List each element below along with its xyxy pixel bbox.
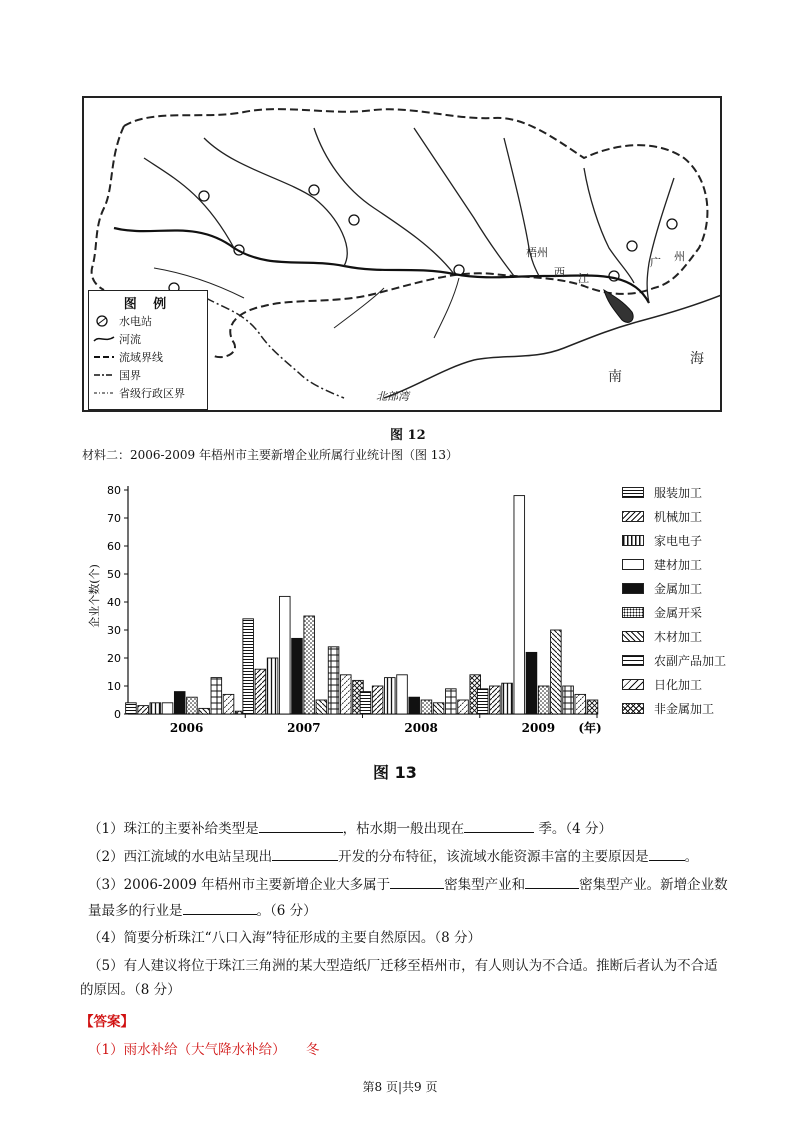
q3-text-b: 密集型产业和 [444, 877, 526, 893]
y-tick-label: 60 [107, 540, 121, 553]
answer-line-1: （1）雨水补给（大气降水补给） 冬 [88, 1042, 320, 1058]
bar-2009-农副产品加工 [563, 686, 574, 714]
bar-2008-金属开采 [421, 700, 432, 714]
legend-swatch [622, 535, 644, 546]
q2-blank-1[interactable] [272, 846, 338, 861]
label-jiang: 江 [578, 272, 589, 285]
tributary [414, 128, 514, 276]
chart-legend-item [622, 652, 726, 668]
label-south: 南 [608, 369, 622, 385]
label-sea: 海 [690, 351, 704, 367]
legend-label: 金属开采 [654, 605, 703, 620]
national-border [206, 298, 344, 398]
label-beibu-gulf: 北部湾 [376, 390, 409, 403]
bar-2008-农副产品加工 [446, 689, 457, 714]
y-tick-label: 50 [107, 568, 121, 581]
bar-2006-服装加工 [126, 703, 137, 714]
national-border-icon [93, 369, 115, 381]
map-legend [88, 290, 208, 410]
legend-label: 日化加工 [654, 677, 703, 692]
y-tick-label: 40 [107, 596, 121, 609]
pearl-river-delta [604, 290, 633, 322]
bar-2008-建材加工 [397, 675, 408, 714]
q3-blank-1[interactable] [390, 874, 444, 889]
question-1 [88, 818, 612, 839]
question-2 [88, 846, 698, 867]
bar-2009-木材加工 [551, 630, 562, 714]
question-5-line-1: （5）有人建议将位于珠江三角洲的某大型造纸厂迁移至梧州市，有人则认为不合适。推断后者认为不合适 [88, 958, 718, 974]
tributary [434, 278, 459, 338]
tributary [334, 288, 384, 328]
question-3-line-2 [88, 900, 317, 921]
chart-legend-item [622, 580, 702, 596]
q1-blank-2[interactable] [464, 818, 534, 833]
bar-2007-家电电子 [267, 658, 278, 714]
industry-bar-chart [82, 478, 602, 748]
coastline [384, 294, 722, 398]
q3-text-a: （3）2006-2009 年梧州市主要新增企业大多属于 [88, 877, 391, 893]
page-footer: 第8 页|共9 页 [362, 1080, 438, 1094]
legend-label: 省级行政区界 [119, 387, 185, 400]
bar-2006-木材加工 [199, 708, 210, 714]
bar-2008-家电电子 [385, 678, 396, 714]
q2-blank-2[interactable] [649, 846, 685, 861]
legend-label: 家电电子 [654, 533, 703, 548]
y-tick-label: 80 [107, 484, 121, 497]
legend-row-hydro [93, 313, 152, 329]
legend-row-river [93, 331, 141, 347]
q2-text-a: （2）西江流域的水电站呈现出 [88, 849, 273, 865]
legend-label: 机械加工 [654, 509, 703, 524]
tributary [204, 138, 347, 266]
legend-label: 农副产品加工 [654, 653, 727, 668]
river-line-icon [93, 333, 115, 345]
legend-swatch [622, 511, 644, 522]
bar-2009-建材加工 [514, 496, 525, 714]
bar-2007-金属开采 [304, 616, 315, 714]
q3-blank-3[interactable] [183, 900, 257, 915]
basin-boundary-west [92, 126, 124, 290]
question-5-line-2: 的原因。（8 分） [80, 982, 181, 998]
bar-2006-金属开采 [187, 697, 198, 714]
basin-boundary [124, 109, 707, 357]
bar-2006-金属加工 [174, 692, 185, 714]
label-wuzhou: 梧州 [526, 246, 548, 259]
bar-2006-农副产品加工 [211, 678, 222, 714]
bar-2007-农副产品加工 [328, 647, 339, 714]
chart-svg [82, 478, 602, 748]
tributary [314, 128, 454, 274]
bar-2007-金属加工 [292, 638, 303, 714]
bar-2009-日化加工 [575, 694, 586, 714]
province-border-icon [93, 387, 115, 399]
legend-label: 流域界线 [119, 351, 163, 364]
basin-line-icon [93, 351, 115, 363]
q3-text-d: 量最多的行业是 [88, 903, 183, 919]
bar-2006-建材加工 [162, 703, 173, 714]
bar-2006-家电电子 [150, 703, 161, 714]
legend-label: 服装加工 [654, 485, 703, 500]
tributary [647, 178, 674, 303]
figure-13-caption: 图 13 [373, 763, 417, 782]
bar-2008-机械加工 [372, 686, 383, 714]
question-4: （4）简要分析珠江“八口入海”特征形成的主要自然原因。（8 分） [88, 930, 482, 946]
legend-swatch [622, 631, 644, 642]
y-tick-label: 70 [107, 512, 121, 525]
bar-2007-机械加工 [255, 669, 266, 714]
legend-title: 图 例 [123, 297, 173, 312]
x-tick-label: 2008 [404, 721, 438, 735]
bar-2007-日化加工 [340, 675, 351, 714]
x-tick-label: 2006 [169, 721, 204, 735]
chart-legend-item [622, 532, 702, 548]
label-zhou: 州 [674, 250, 685, 263]
q1-text-b: ，枯水期一般出现在 [342, 821, 465, 837]
bar-2009-金属开采 [538, 686, 549, 714]
chart-legend-item [622, 700, 714, 716]
legend-swatch [622, 655, 644, 666]
bar-2009-服装加工 [477, 689, 488, 714]
q3-text-c: 密集型产业。新增企业数 [579, 877, 728, 893]
legend-label: 金属加工 [654, 581, 703, 596]
legend-label: 国界 [119, 369, 141, 382]
bar-2009-非金属加工 [587, 700, 598, 714]
x-tick-label: 2007 [287, 721, 321, 735]
y-tick-label: 30 [107, 624, 121, 637]
legend-label: 水电站 [119, 315, 152, 328]
chart-legend-item [622, 484, 702, 500]
bar-2008-日化加工 [458, 700, 469, 714]
material-two-title: 材料二：2006-2009 年梧州市主要新增企业所属行业统计图（图 13） [82, 448, 459, 462]
question-3-line-1 [88, 874, 728, 895]
bar-2009-金属加工 [526, 652, 537, 714]
tributary [144, 158, 234, 248]
q3-blank-2[interactable] [525, 874, 579, 889]
y-axis-label: 企业个数(个) [88, 564, 101, 628]
y-tick-label: 10 [107, 680, 121, 693]
bar-2008-金属加工 [409, 697, 420, 714]
legend-swatch [622, 559, 644, 570]
hydro-station-icon [93, 315, 115, 327]
chart-legend-item [622, 628, 702, 644]
legend-row-basin [93, 349, 163, 365]
legend-label: 木材加工 [654, 629, 703, 644]
tributary [584, 168, 634, 283]
bar-2006-日化加工 [223, 694, 234, 714]
legend-swatch [622, 703, 644, 714]
q2-text-c: 。 [684, 849, 699, 865]
bar-2006-机械加工 [138, 706, 149, 714]
q3-text-e: 。（6 分） [256, 903, 317, 919]
chart-legend-item [622, 676, 702, 692]
bar-2008-木材加工 [433, 703, 444, 714]
legend-swatch [622, 679, 644, 690]
legend-row-province [93, 385, 185, 401]
legend-label: 建材加工 [654, 557, 703, 572]
figure-12-caption: 图 12 [390, 428, 426, 443]
legend-label: 非金属加工 [654, 701, 715, 716]
legend-label: 河流 [119, 333, 141, 346]
bar-2007-木材加工 [316, 700, 327, 714]
q1-text-c: 季。（4 分） [538, 821, 613, 837]
legend-swatch [622, 607, 644, 618]
q1-blank-1[interactable] [259, 818, 343, 833]
label-west: 西 [554, 266, 565, 279]
legend-row-border [93, 367, 141, 383]
legend-swatch [622, 487, 644, 498]
bar-2007-建材加工 [279, 596, 290, 714]
label-guang: 广 [650, 256, 661, 269]
chart-legend-item [622, 508, 702, 524]
chart-legend-item [622, 556, 702, 572]
q2-text-b: 开发的分布特征，该流域水能资源丰富的主要原因是 [338, 849, 649, 865]
x-axis-unit: (年) [578, 721, 602, 735]
q1-text-a: （1）珠江的主要补给类型是 [88, 821, 259, 837]
x-tick-label: 2009 [521, 721, 556, 735]
legend-swatch [622, 583, 644, 594]
y-tick-label: 20 [107, 652, 121, 665]
bar-2009-家电电子 [502, 683, 513, 714]
answer-heading: 【答案】 [80, 1014, 134, 1030]
y-tick-label: 0 [114, 708, 121, 721]
chart-legend-item [622, 604, 702, 620]
river-basin-map [82, 96, 722, 412]
bar-2009-机械加工 [490, 686, 501, 714]
bar-2007-服装加工 [243, 619, 254, 714]
bar-2008-服装加工 [360, 692, 371, 714]
